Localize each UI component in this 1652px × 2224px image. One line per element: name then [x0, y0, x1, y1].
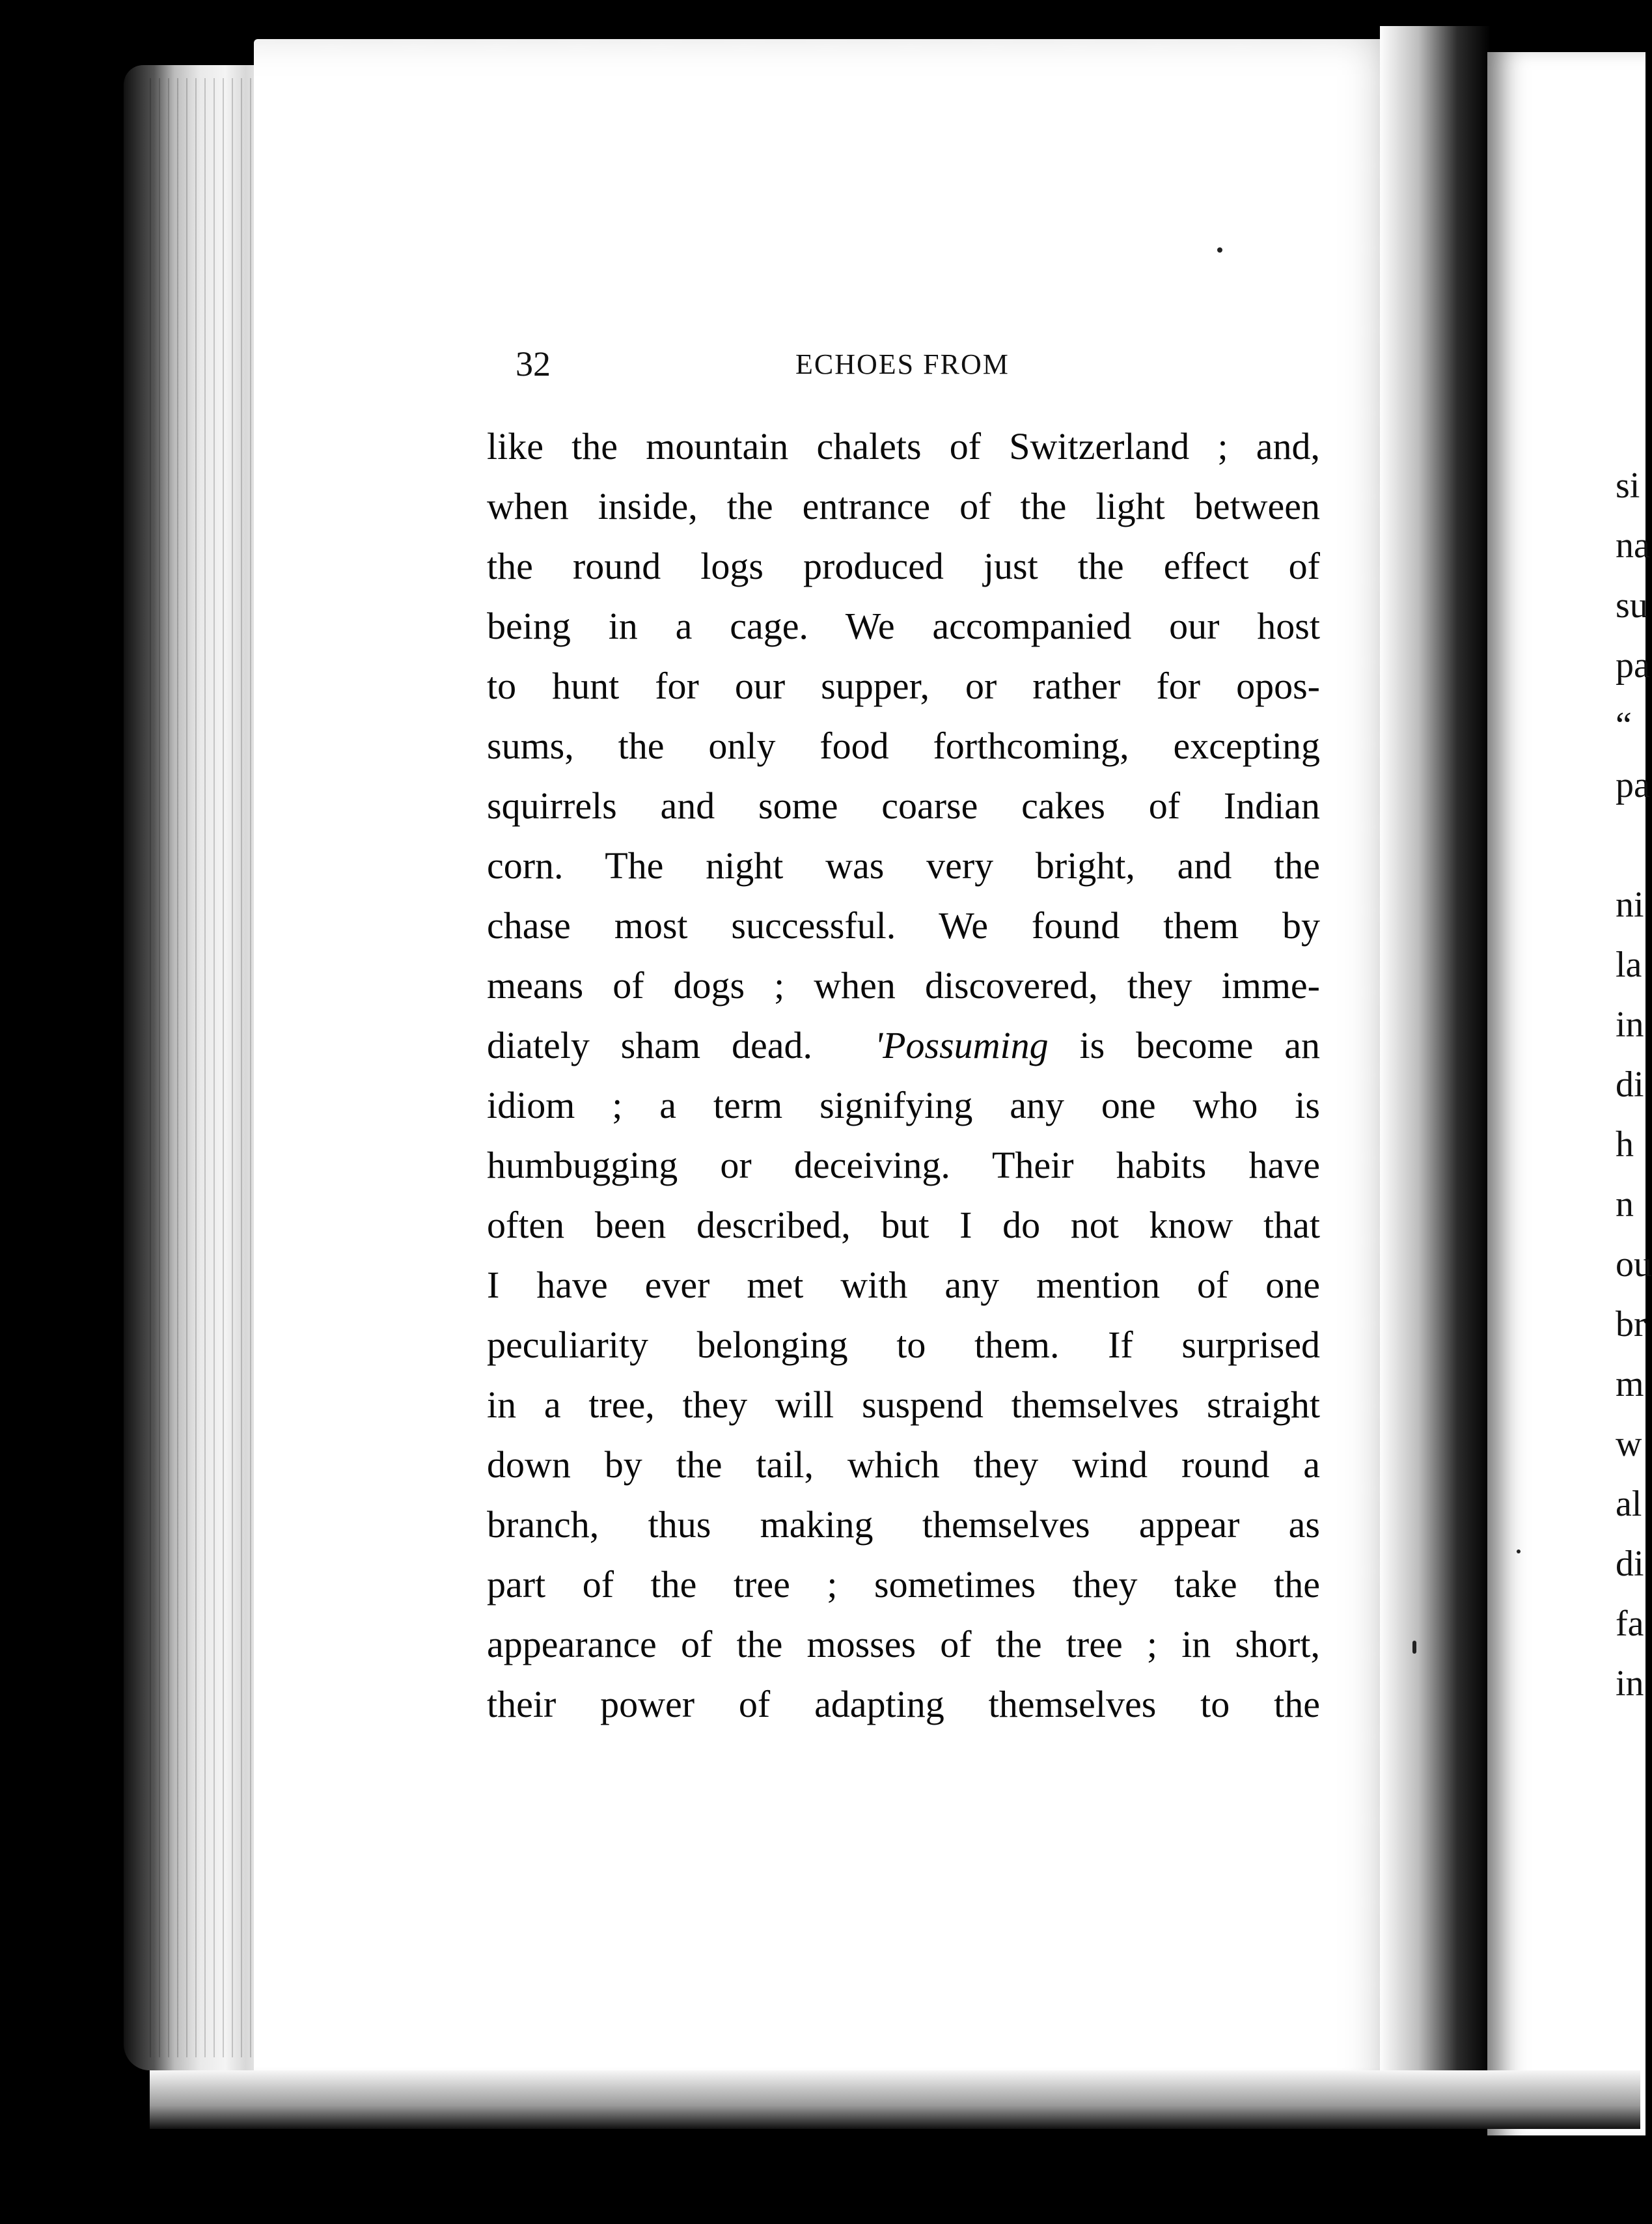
- text-line: peculiarity belonging to them. If surprised: [487, 1324, 1320, 1366]
- text-line: down by the tail, which they wind round a: [487, 1443, 1320, 1486]
- facing-fragment: pa: [1616, 645, 1650, 686]
- body-text: [487, 417, 1320, 1734]
- text-line: sums, the only food forthcoming, excepting: [487, 725, 1320, 767]
- running-head: [516, 344, 1323, 396]
- facing-fragment: su: [1616, 585, 1648, 626]
- dust-speck: [1412, 1641, 1416, 1654]
- text-line: corn. The night was very bright, and the: [487, 844, 1320, 887]
- dust-speck: [1217, 247, 1222, 253]
- facing-fragment: fa: [1616, 1604, 1644, 1644]
- facing-fragment: di: [1616, 1064, 1644, 1105]
- text-line: part of the tree ; sometimes they take the: [487, 1563, 1320, 1605]
- text-line: in a tree, they will suspend themselves straight: [487, 1383, 1320, 1426]
- text-line: chase most successful. We found them by: [487, 904, 1320, 947]
- text-line: squirrels and some coarse cakes of Indian: [487, 785, 1320, 827]
- text-line-with-italic: [487, 1016, 1320, 1076]
- running-title: ECHOES FROM: [795, 348, 1010, 380]
- text-line: I have ever met with any mention of one: [487, 1264, 1320, 1306]
- text-line: means of dogs ; when discovered, they imme-: [487, 964, 1320, 1007]
- line-end: is become an: [1048, 1024, 1321, 1066]
- facing-page-text: [1616, 456, 1652, 1714]
- scan-border: [0, 2135, 1645, 2224]
- facing-fragment: ni: [1616, 885, 1644, 925]
- text-line: like the mountain chalets of Switzerland ; and,: [487, 425, 1320, 467]
- line-start: diately sham dead.: [487, 1024, 812, 1066]
- facing-fragment: br: [1616, 1304, 1646, 1344]
- italic-term: 'Possuming: [874, 1024, 1049, 1066]
- facing-gap: [1616, 815, 1645, 875]
- text-line: branch, thus making themselves appear as: [487, 1503, 1320, 1546]
- facing-fragment: ou: [1616, 1244, 1652, 1285]
- facing-fragment: si: [1616, 466, 1640, 506]
- page-bottom-edge: [150, 2070, 1640, 2129]
- text-line: idiom ; a term signifying any one who is: [487, 1084, 1320, 1126]
- text-line: the round logs produced just the effect of: [487, 545, 1320, 587]
- facing-fragment: n: [1616, 1184, 1634, 1225]
- facing-fragment: “: [1616, 705, 1632, 745]
- text-line: often been described, but I do not know that: [487, 1204, 1320, 1246]
- facing-fragment: m: [1616, 1364, 1644, 1404]
- text-line: to hunt for our supper, or rather for opos-: [487, 665, 1320, 707]
- facing-fragment: al: [1616, 1484, 1642, 1524]
- facing-fragment: h: [1616, 1124, 1634, 1165]
- facing-fragment: pa: [1616, 765, 1650, 805]
- gutter-shadow: [1380, 26, 1491, 2103]
- text-line: being in a cage. We accompanied our host: [487, 605, 1320, 647]
- page-number: 32: [516, 344, 551, 383]
- text-line: appearance of the mosses of the tree ; in short,: [487, 1623, 1320, 1665]
- facing-fragment: di: [1616, 1544, 1644, 1584]
- facing-fragment: in: [1616, 1005, 1644, 1045]
- facing-fragment: la: [1616, 945, 1642, 985]
- text-line: when inside, the entrance of the light between: [487, 485, 1320, 527]
- facing-fragment: in: [1616, 1663, 1644, 1704]
- facing-fragment: w: [1616, 1424, 1642, 1464]
- text-line: their power of adapting themselves to the: [487, 1683, 1320, 1725]
- dust-speck: [1517, 1550, 1521, 1553]
- facing-fragment: na: [1616, 525, 1650, 566]
- text-line: humbugging or deceiving. Their habits have: [487, 1144, 1320, 1186]
